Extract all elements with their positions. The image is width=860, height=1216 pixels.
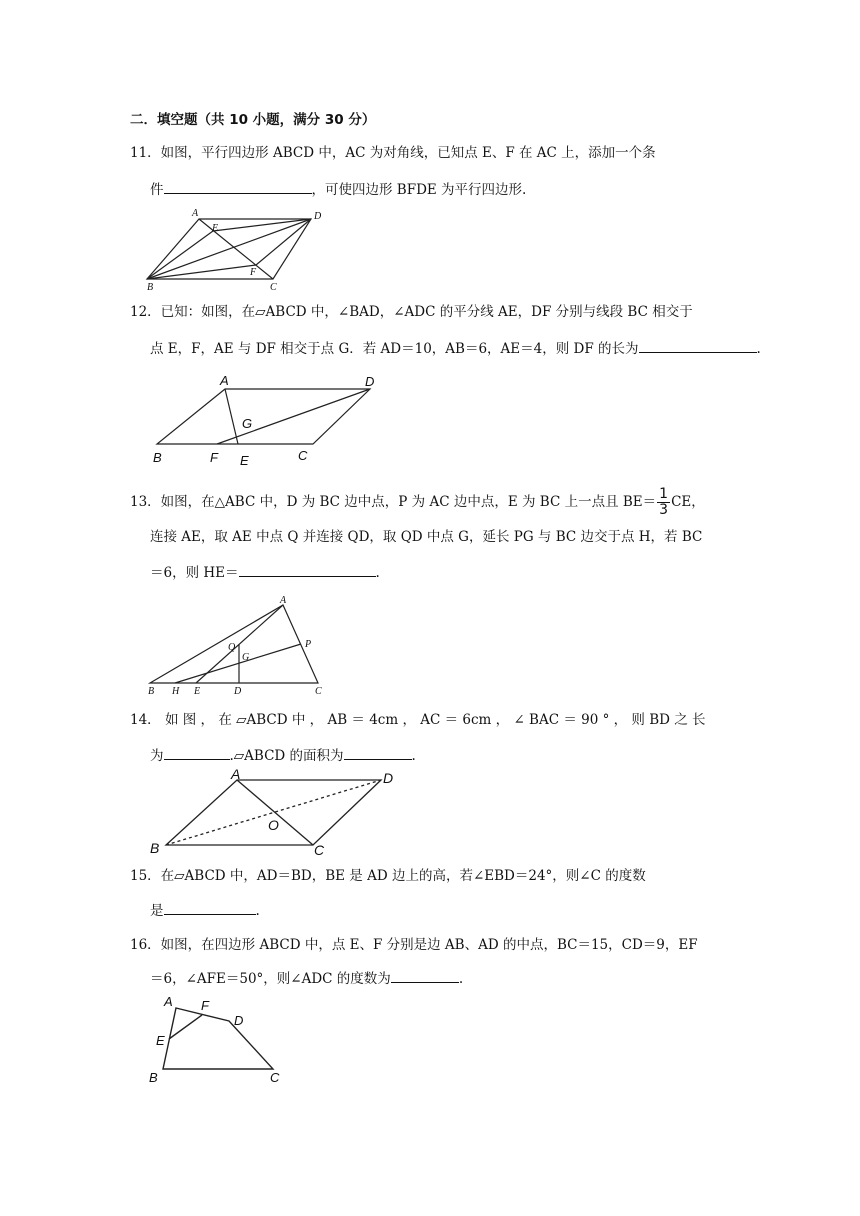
- q14-line2-end: .: [411, 748, 416, 764]
- q16-label-e: E: [156, 1033, 165, 1048]
- q12-label-f: F: [210, 450, 218, 465]
- q13-label-c: C: [315, 686, 322, 697]
- q13-fraction: [657, 487, 670, 518]
- q13-line1: [130, 487, 705, 518]
- q12-line1: 12．已知：如图，在▱ABCD 中，∠BAD，∠ADC 的平分线 AE，DF 分别与线段 BC 相交于: [130, 304, 693, 320]
- q13-line2: 连接 AE，取 AE 中点 Q 并连接 QD，取 QD 中点 G，延长 PG 与 BC 边交于点 H，若 BC: [150, 529, 703, 545]
- q16-line2-end: .: [458, 971, 464, 987]
- q15-line2-pre: 是: [150, 903, 164, 919]
- q14-label-a: A: [231, 766, 241, 782]
- q13-label-q: Q: [228, 642, 236, 653]
- q14-figure: [148, 764, 398, 860]
- q12-label-c: C: [298, 448, 308, 463]
- q16-line2: [150, 968, 463, 989]
- q16-label-b: B: [149, 1070, 158, 1085]
- q13-label-h: H: [172, 686, 180, 697]
- q12-label-d: D: [365, 374, 375, 389]
- q15-line2-end: .: [255, 903, 260, 919]
- q14-answer-blank-1[interactable]: [164, 745, 230, 760]
- q15-line2: [150, 900, 260, 921]
- q16-label-c: C: [270, 1070, 280, 1085]
- q11-figure: [140, 206, 340, 293]
- q12-line2-text: 点 E，F，AE 与 DF 相交于点 G．若 AD＝10，AB＝6，AE＝4，则 DF 的长为: [150, 341, 639, 357]
- q12-line2: [150, 338, 761, 359]
- q11-label-a: A: [192, 208, 199, 219]
- q12-line2-end: .: [756, 341, 761, 357]
- q15-answer-blank[interactable]: [164, 900, 256, 915]
- q14-line1: 14． 如 图 ， 在 ▱ABCD 中 ， AB ＝ 4cm ， AC ＝ 6cm ， ∠ BAC ＝ 90 ° ， 则 BD 之 长: [130, 712, 706, 728]
- q12-label-e: E: [240, 453, 249, 468]
- q16-line1: 16．如图，在四边形 ABCD 中，点 E、F 分别是边 AB、AD 的中点，BC＝15，CD＝9，EF: [130, 937, 698, 953]
- q12-label-a: A: [220, 373, 229, 388]
- q11-label-c: C: [270, 282, 277, 293]
- q15-line1: 15．在▱ABCD 中，AD＝BD，BE 是 AD 边上的高，若∠EBD＝24°，则∠C 的度数: [130, 868, 646, 884]
- q11-line2-post: ，可使四边形 BFDE 为平行四边形.: [311, 182, 527, 198]
- q11-answer-blank[interactable]: [164, 179, 312, 194]
- q14-line2: [150, 745, 416, 766]
- q11-label-e: E: [212, 223, 219, 234]
- q14-label-c: C: [314, 842, 325, 858]
- q16-figure: [145, 993, 295, 1085]
- q13-frac-num: 1: [659, 486, 669, 502]
- q14-label-b: B: [150, 840, 160, 856]
- q13-figure: [145, 590, 345, 698]
- q12-answer-blank[interactable]: [639, 338, 757, 353]
- q11-label-b: B: [147, 282, 154, 293]
- q16-line2-pre: ＝6，∠AFE＝50°，则∠ADC 的度数为: [150, 971, 391, 987]
- q16-answer-blank[interactable]: [391, 968, 459, 983]
- q11-line2-pre: 件: [150, 182, 164, 198]
- q12-label-b: B: [153, 450, 162, 465]
- q13-line1-pre: 13．如图，在△ABC 中，D 为 BC 边中点，P 为 AC 边中点，E 为 BC 上一点且 BE＝: [130, 494, 657, 510]
- q11-line2: [150, 179, 526, 200]
- q14-label-o: O: [268, 817, 279, 833]
- q13-frac-den: 3: [659, 502, 669, 518]
- q13-answer-blank[interactable]: [239, 562, 376, 577]
- q12-figure: [150, 370, 390, 470]
- q13-line1-post: CE，: [671, 494, 705, 510]
- section-title: 二．填空题（共 10 小题，满分 30 分）: [130, 112, 376, 128]
- q14-line2-mid: .▱ABCD 的面积为: [229, 748, 344, 764]
- q13-line3-pre: ＝6，则 HE＝: [150, 565, 239, 581]
- q14-label-d: D: [383, 770, 394, 786]
- q16-label-f: F: [201, 998, 209, 1013]
- q16-label-a: A: [164, 994, 173, 1009]
- q11-label-f: F: [250, 267, 257, 278]
- q14-answer-blank-2[interactable]: [344, 745, 412, 760]
- q13-line3-post: .: [375, 565, 380, 581]
- q13-label-d: D: [234, 686, 242, 697]
- q13-label-e: E: [194, 686, 201, 697]
- q13-label-p: P: [305, 639, 312, 650]
- q11-label-d: D: [314, 211, 322, 222]
- q13-label-g: G: [242, 652, 250, 663]
- q13-line3: [150, 562, 380, 583]
- q14-line2-pre: 为: [150, 748, 164, 764]
- q13-label-b: B: [148, 686, 155, 697]
- q11-line1: 11．如图，平行四边形 ABCD 中，AC 为对角线，已知点 E、F 在 AC 上，添加一个条: [130, 145, 656, 161]
- q13-label-a: A: [280, 595, 287, 606]
- q12-label-g: G: [242, 416, 253, 431]
- q16-label-d: D: [234, 1013, 244, 1028]
